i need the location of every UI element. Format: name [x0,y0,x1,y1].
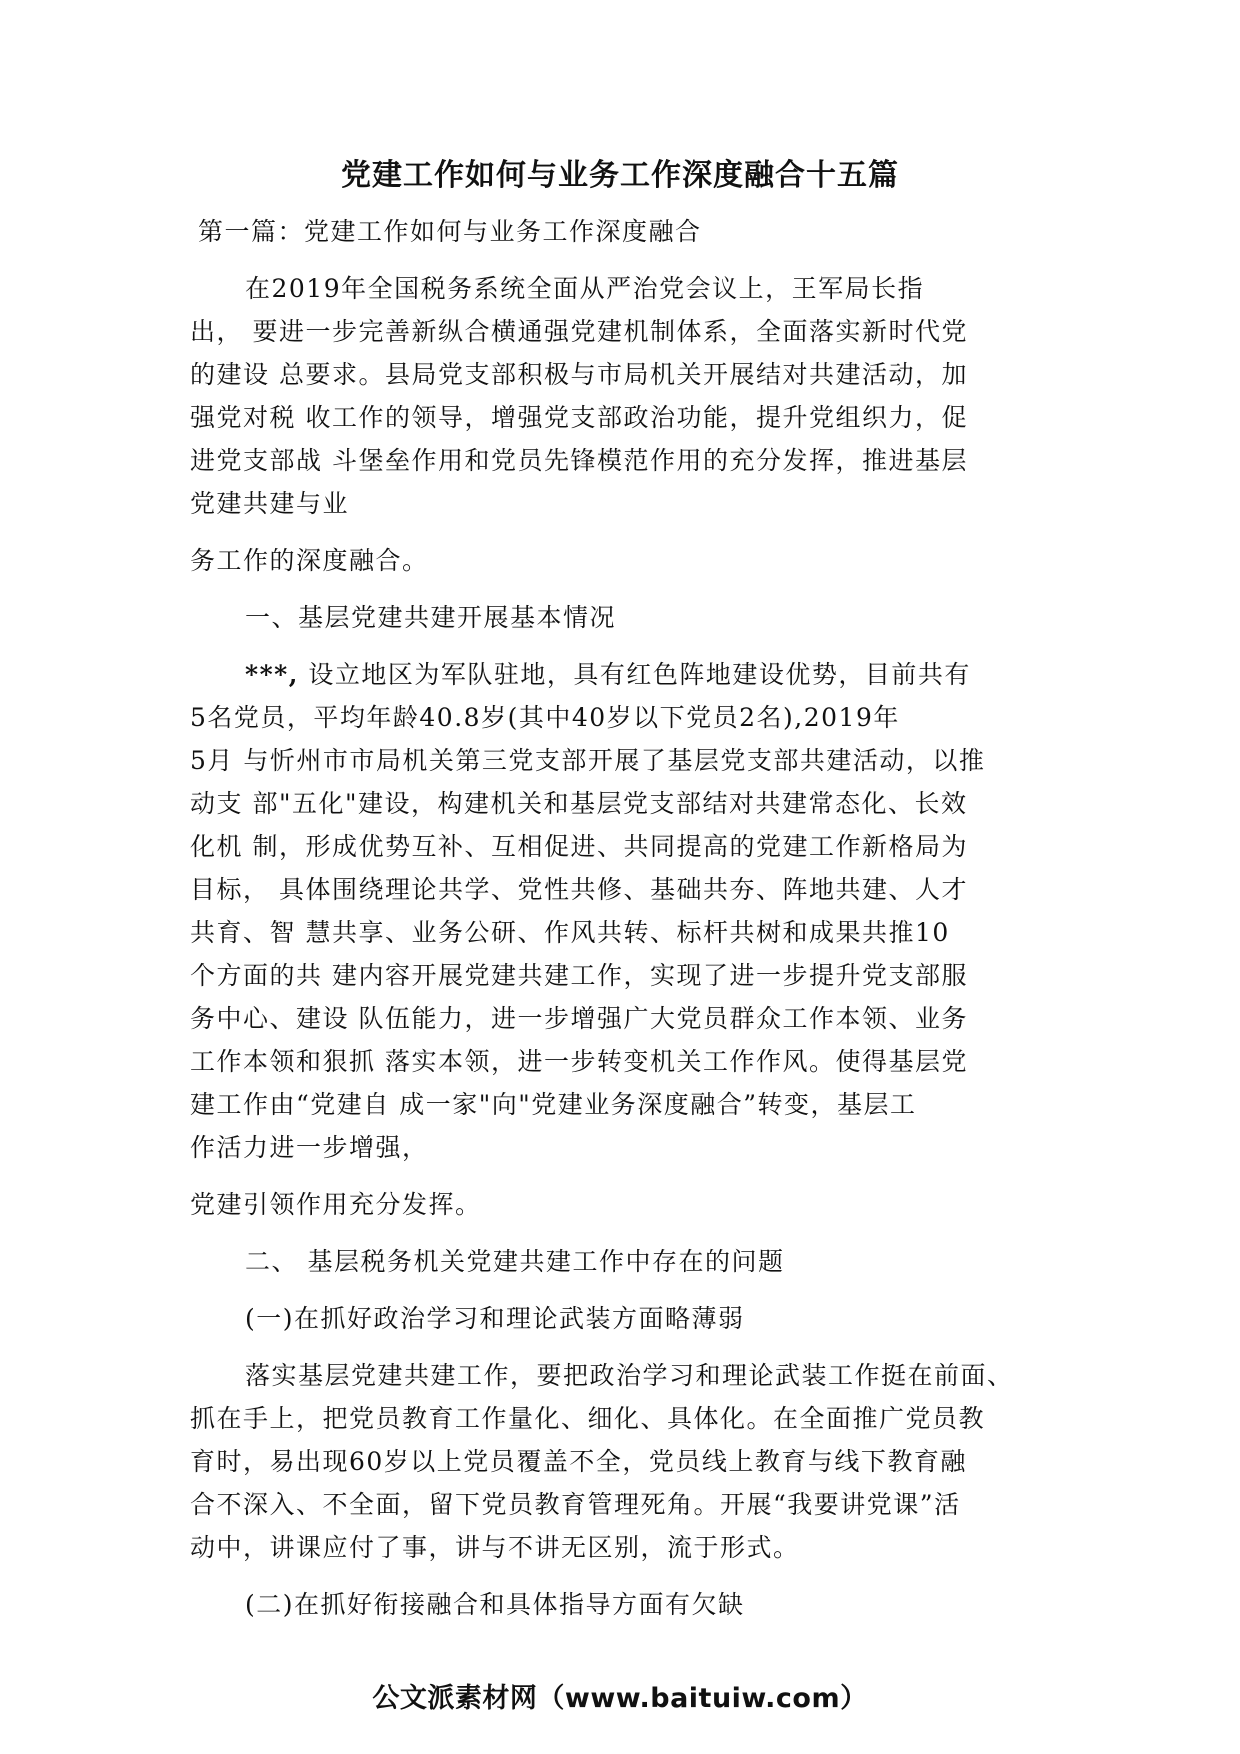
paragraph-1-tail: 务工作的深度融合。 [190,546,429,575]
subheading-1: (一)在抓好政治学习和理论武装方面略薄弱 [245,1304,745,1333]
section-heading-1: 一、基层党建共建开展基本情况 [245,603,617,632]
paragraph-2-first-line [190,653,1060,696]
paragraph-3-first-line: 落实基层党建共建工作，要把政治学习和理论武装工作挺在前面、 [245,1361,1014,1390]
subheading-2: (二)在抓好衔接融合和具体指导方面有欠缺 [245,1590,745,1619]
paragraph-1-body: 出， 要进一步完善新纵合横通强党建机制体系，全面落实新时代党 的建设 总要求。县局党支部积极与市局机关开展结对共建活动，加 强党对税 收工作的领导，增强党支部政治功能，提升党组织力，促 进党支部战 斗堡垒作用和党员先锋模范作用的充分发挥，推进基层 党建共建与业 [190,317,968,518]
chapter-heading: 第一篇：党建工作如何与业务工作深度融合 [198,217,702,246]
paragraph-1-first-line: 在2019年全国税务系统全面从严治党会议上，王军局长指 [245,274,925,303]
paragraph-2-body: 5名党员，平均年龄40.8岁(其中40岁以下党员2名),2019年 5月 与忻州市市局机关第三党支部开展了基层党支部共建活动，以推 动支 部"五化"建设，构建机关和基层党支部结对共建常态化、长效 化机 制，形成优势互补、互相促进、共同提高的党建工作新格局为 目标， 具体围绕理论共学、党性共修、基础共夯、阵地共建、人才 共育、智 慧共享、业务公研、作风共转、标杆共树和成果共推10 个方面的共 建内容开展党建共建工作，实现了进一步提升党支部服 务中心、建设 队伍能力，进一步增强广大党员群众工作本领、业务 工作本领和狠抓 落实本领，进一步转变机关工作作风。使得基层党 建工作由“党建自 成一家"向"党建业务深度融合”转变，基层工 作活力进一步增强， [190,703,986,1162]
paragraph-2-bold-lead: ***, [245,660,299,689]
document-body [190,210,1060,1626]
paragraph-2-tail: 党建引领作用充分发挥。 [190,1190,482,1219]
document-title: 党建工作如何与业务工作深度融合十五篇 [341,158,899,193]
paragraph-3-body: 抓在手上，把党员教育工作量化、细化、具体化。在全面推广党员教 育时，易出现60岁以上党员覆盖不全，党员线上教育与线下教育融 合不深入、不全面，留下党员教育管理死角。开展“我要讲党课”活 动中，讲课应付了事，讲与不讲无区别，流于形式。 [190,1404,986,1562]
paragraph-2-first-text: 设立地区为军队驻地，具有红色阵地建设优势，目前共有 [298,660,971,689]
section-heading-2: 二、 基层税务机关党建共建工作中存在的问题 [245,1247,785,1276]
footer-source: 公文派素材网（www.baituiw.com） [372,1683,868,1714]
